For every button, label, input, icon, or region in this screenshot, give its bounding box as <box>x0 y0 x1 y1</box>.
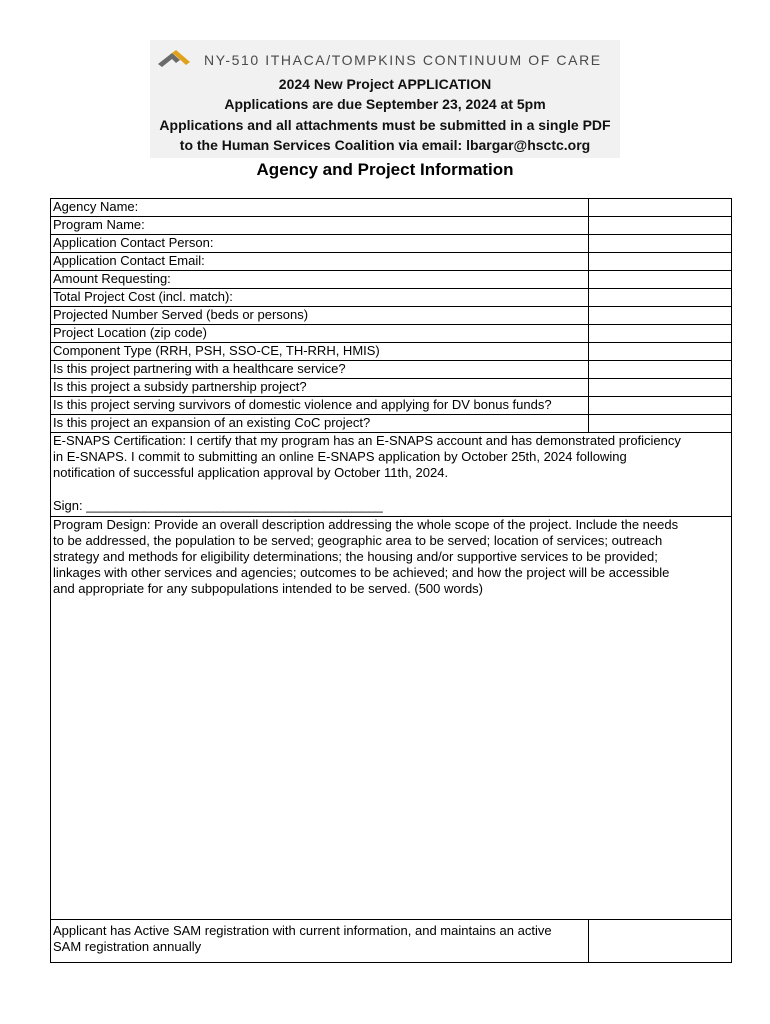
field-label: Is this project a subsidy partnership project? <box>51 379 589 397</box>
contact-email-field[interactable] <box>589 253 732 271</box>
field-label: Application Contact Person: <box>51 235 589 253</box>
field-label: Program Name: <box>51 217 589 235</box>
sam-registration-row <box>51 920 732 963</box>
number-served-field[interactable] <box>589 307 732 325</box>
agency-name-field[interactable] <box>589 199 732 217</box>
submission-instructions: Applications and all attachments must be submitted in a single PDF <box>159 117 611 133</box>
table-row <box>51 307 732 325</box>
program-design-row <box>51 517 732 920</box>
field-label: Agency Name: <box>51 199 589 217</box>
program-design-text-line: Program Design: Provide an overall description addressing the whole scope of the project. Include the needs <box>53 517 679 532</box>
dv-bonus-field[interactable] <box>589 397 732 415</box>
program-design-text-line: and appropriate for any subpopulations intended to be served. (500 words) <box>53 581 484 596</box>
table-row <box>51 235 732 253</box>
program-design-text-line: strategy and methods for eligibility determinations; the housing and/or supportive services to be provided; <box>53 549 658 564</box>
table-row <box>51 397 732 415</box>
org-name: NY-510 ITHACA/TOMPKINS CONTINUUM OF CARE <box>204 52 602 68</box>
table-row <box>51 199 732 217</box>
table-row <box>51 217 732 235</box>
sam-text-line: SAM registration annually <box>53 939 202 954</box>
table-row <box>51 361 732 379</box>
component-type-field[interactable] <box>589 343 732 361</box>
program-design-field[interactable] <box>51 517 732 920</box>
field-label: Is this project serving survivors of domestic violence and applying for DV bonus funds? <box>51 397 589 415</box>
field-label: Projected Number Served (beds or persons) <box>51 307 589 325</box>
healthcare-partner-field[interactable] <box>589 361 732 379</box>
submission-email: to the Human Services Coalition via email: lbargar@hsctc.org <box>179 137 591 153</box>
application-title: 2024 New Project APPLICATION <box>278 76 492 92</box>
program-design-text-line: to be addressed, the population to be served; geographic area to be served; location of services; outreach <box>53 533 663 548</box>
esnaps-certification[interactable] <box>51 433 732 517</box>
field-label: Total Project Cost (incl. match): <box>51 289 589 307</box>
field-label: Amount Requesting: <box>51 271 589 289</box>
program-name-field[interactable] <box>589 217 732 235</box>
table-row <box>51 415 732 433</box>
application-form-table <box>50 198 732 963</box>
sam-registration-label <box>51 920 589 963</box>
page-title: Agency and Project Information <box>256 160 514 179</box>
table-row <box>51 253 732 271</box>
table-row <box>51 325 732 343</box>
field-label: Project Location (zip code) <box>51 325 589 343</box>
expansion-field[interactable] <box>589 415 732 433</box>
field-label: Component Type (RRH, PSH, SSO-CE, TH-RRH, HMIS) <box>51 343 589 361</box>
field-label: Is this project partnering with a healthcare service? <box>51 361 589 379</box>
esnaps-text-line: notification of successful application approval by October 11th, 2024. <box>53 465 449 480</box>
esnaps-certification-row <box>51 433 732 517</box>
table-row <box>51 379 732 397</box>
sign-label: Sign: <box>53 498 83 513</box>
table-row <box>51 343 732 361</box>
project-location-field[interactable] <box>589 325 732 343</box>
field-label: Application Contact Email: <box>51 253 589 271</box>
amount-requesting-field[interactable] <box>589 271 732 289</box>
due-date: Applications are due September 23, 2024 at 5pm <box>224 96 546 112</box>
sam-registration-field[interactable] <box>589 920 732 963</box>
field-label: Is this project an expansion of an existing CoC project? <box>51 415 589 433</box>
subsidy-partnership-field[interactable] <box>589 379 732 397</box>
program-design-text-line: linkages with other services and agencies; outcomes to be achieved; and how the project will be accessible <box>53 565 670 580</box>
logo-row <box>158 48 618 72</box>
sam-text-line: Applicant has Active SAM registration with current information, and maintains an active <box>53 923 552 938</box>
header-banner <box>150 40 620 158</box>
table-row <box>51 271 732 289</box>
coc-logo-icon <box>158 50 198 72</box>
table-row <box>51 289 732 307</box>
esnaps-text-line: in E-SNAPS. I commit to submitting an online E-SNAPS application by October 25th, 2024 following <box>53 449 627 464</box>
signature-line[interactable]: _________________________________________ <box>86 498 383 513</box>
esnaps-text-line: E-SNAPS Certification: I certify that my program has an E-SNAPS account and has demonstrated proficiency <box>53 433 681 448</box>
signature-area[interactable] <box>53 498 731 514</box>
contact-person-field[interactable] <box>589 235 732 253</box>
total-cost-field[interactable] <box>589 289 732 307</box>
